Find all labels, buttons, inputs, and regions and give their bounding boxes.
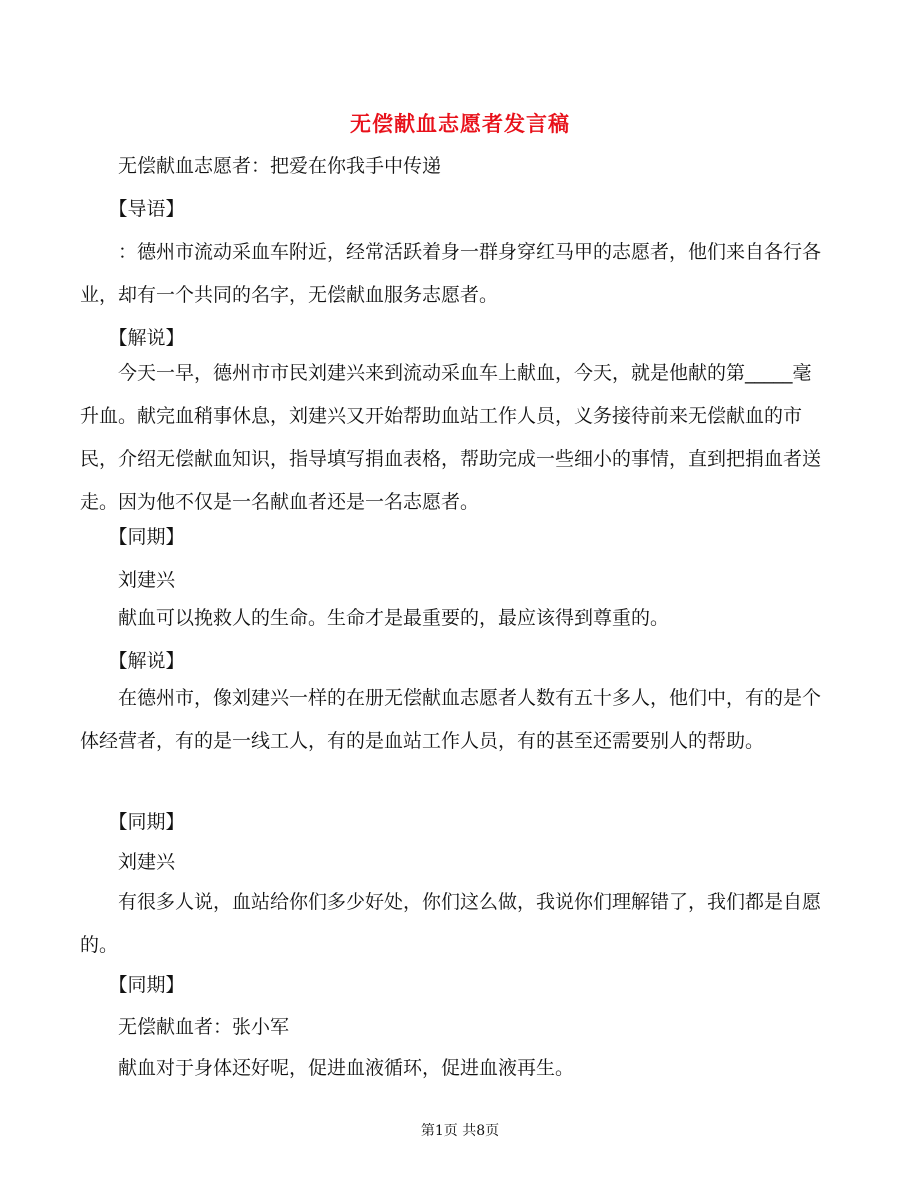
paragraph-narration-2: 在德州市，像刘建兴一样的在册无偿献血志愿者人数有五十多人，他们中，有的是个体经营者，有的是一线工人，有的是血站工作人员，有的甚至还需要别人的帮助。 <box>80 687 822 752</box>
paragraph-heading-sync-2: 【同期】 <box>80 811 185 833</box>
paragraph-heading-sync-3: 【同期】 <box>80 974 185 996</box>
paragraph-narration-1: 今天一早，德州市市民刘建兴来到流动采血车上献血，今天，就是他献的第_____毫升血。献完血稍事休息，刘建兴又开始帮助血站工作人员，义务接待前来无偿献血的市民，介绍无偿献血知识，指导填写捐血表格，帮助完成一些细小的事情，直到把捐血者送走。因为他不仅是一名献血者还是一名志愿者。 <box>80 362 822 513</box>
paragraph-subtitle: 无偿献血志愿者：把爱在你我手中传递 <box>80 155 442 177</box>
paragraph-speaker-1: 刘建兴 <box>80 569 176 591</box>
paragraph-quote-1: 献血可以挽救人的生命。生命才是最重要的，最应该得到尊重的。 <box>80 607 670 629</box>
document-title: 无偿献血志愿者发言稿 <box>350 111 570 136</box>
paragraph-speaker-3: 无偿献血者：张小军 <box>80 1016 290 1038</box>
paragraph-quote-2: 有很多人说，血站给你们多少好处，你们这么做，我说你们理解错了，我们都是自愿的。 <box>80 891 822 956</box>
paragraph-heading-narration-1: 【解说】 <box>80 327 185 349</box>
paragraph-intro: ：德州市流动采血车附近，经常活跃着身一群身穿红马甲的志愿者，他们来自各行各业，却有一个共同的名字，无偿献血服务志愿者。 <box>80 241 822 306</box>
page-number-footer: 第1页 共8页 <box>420 1123 500 1139</box>
paragraph-heading-intro: 【导语】 <box>80 198 185 220</box>
paragraph-heading-sync-1: 【同期】 <box>80 526 185 548</box>
paragraph-heading-narration-2: 【解说】 <box>80 650 185 672</box>
paragraph-speaker-2: 刘建兴 <box>80 851 176 873</box>
paragraph-quote-3: 献血对于身体还好呢，促进血液循环，促进血液再生。 <box>80 1057 575 1079</box>
